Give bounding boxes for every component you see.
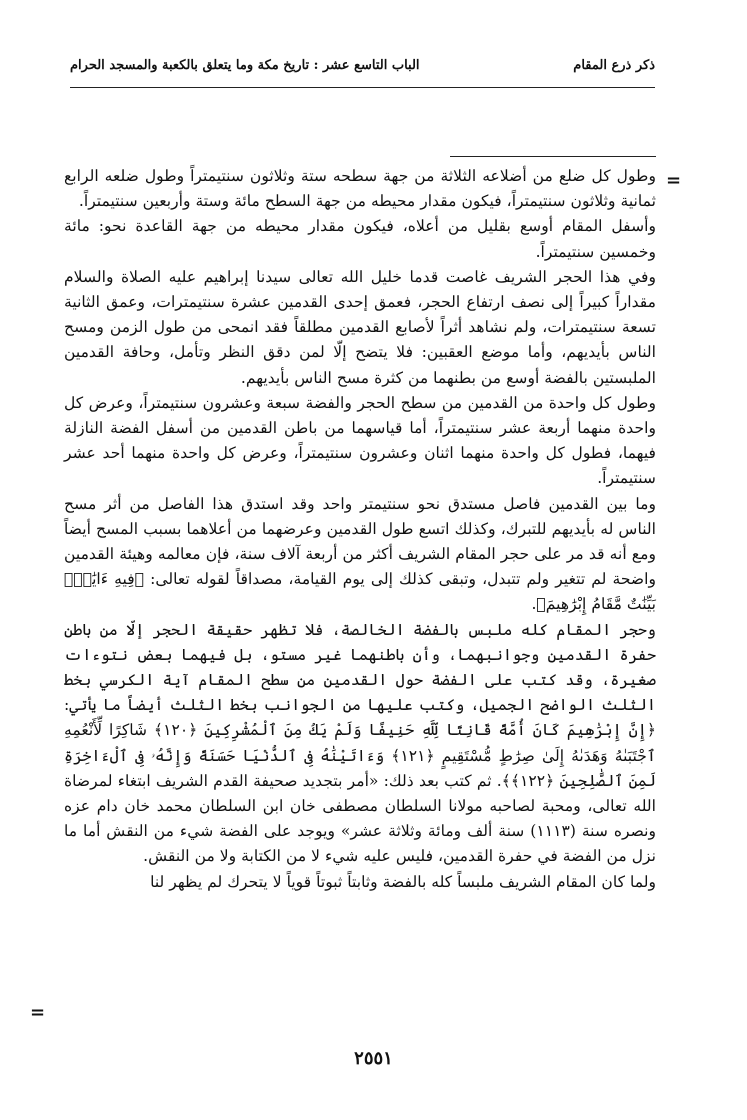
chapter-title: الباب التاسع عشر : تاريخ مكة وما يتعلق بالكعبة والمسجد الحرام: [70, 58, 420, 73]
paragraph: وفي هذا الحجر الشريف غاصت قدما خليل الله تعالى سيدنا إبراهيم عليه الصلاة والسلام مقداراً كبيراً إلى نصف ارتفاع الحجر، فعمق إحدى القدمين عشرة سنتيمترات، وعمق الثانية تسعة سنتيمترات، ولم نشاهد أثراً لأصابع القدمين مطلقاً فقد انمحى من طول الزمن ومسح الناس بأيديهم، وأما موضع العقبين: فلا يتضح إلّا لمن دقق النظر وتأمل، وحافة القدمين الملبستين بالفضة أوسع من بطنهما من كثرة مسح الناس بأيديهم.: [64, 267, 656, 387]
paragraph: وطول كل واحدة من القدمين من سطح الحجر والفضة سبعة وعشرون سنتيمتراً، وعرض كل واحدة منهما أربعة عشر سنتيمتراً، أما قياسهما من باطن القدمين من أسفل الفضة النازلة فيهما، فطول كل واحدة منهما اثنان وعشرون سنتيمتراً، وعرض كل واحدة منهما أحد عشر سنتيمتراً.: [64, 393, 656, 488]
footnote-continuation-rule: [450, 156, 656, 157]
header-rule: [70, 87, 655, 88]
continuation-mark-bottom: =: [30, 1002, 46, 1023]
paragraph: وما بين القدمين فاصل مستدق نحو سنتيمتر واحد وقد استدق هذا الفاصل من أثر مسح الناس له بأيديهم للتبرك، وكذلك اتسع طول القدمين وعرضهما من أعلاهما بسبب المسح أيضاً ومع أنه قد مر على حجر المقام الشريف أكثر من أربعة آلاف سنة، فإن معالمه وهيئة القدمين واضحة لم تتغير ولم تتبدل، وتبقى كذلك إلى يوم القيامة، مصداقاً لقوله تعالى: ﴿فِيهِ ءَايَٰتٌۢ بَيِّنَٰتٌ مَّقَامُ إِبْرَٰهِيمَ﴾.: [64, 494, 656, 614]
paragraph: وطول كل ضلع من أضلاعه الثلاثة من جهة سطحه ستة وثلاثون سنتيمتراً وطول ضلعه الرابع ثمانية وثلاثون سنتيمتراً، فيكون مقدار محيطه من جهة السطح مائة وستة وأربعين سنتيمتراً.: [64, 167, 656, 211]
page-number: ٢٥٥١: [354, 1048, 393, 1069]
paragraph: وحجر المقام كله ملبس بالفضة الخالصة، فلا تظهر حقيقة الحجر إلّا من باطن حفرة القدمين وجوانبهما، وأن باطنهما غير مستو، بل فيهما بعض نتوءات صغيرة، وقد كتب على الفضة حول القدمين من سطح المقام آية الكرسي بخط الثلث الواضح الجميل، وكتب عليها من الجوانب بخط الثلث أيضاً ما يأتي: ﴿إِنَّ إِبْرَٰهِيمَ كَانَ أُمَّةً قَانِتًا لِّلَّهِ حَنِيفًا وَلَمْ يَكُ مِنَ ٱلْمُشْرِكِينَ ﴿١٢٠﴾ شَاكِرًا لِّأَنْعُمِهِ ٱجْتَبَىٰهُ وَهَدَىٰهُ إِلَىٰ صِرَٰطٍ مُّسْتَقِيمٍ ﴿١٢١﴾ وَءَاتَيْنَٰهُ فِى ٱلدُّنْيَا حَسَنَةً وَإِنَّهُۥ فِى ٱلْءَاخِرَةِ لَمِنَ ٱلصَّٰلِحِينَ ﴿١٢٢﴾﴾. ثم كتب بعد ذلك: «أمر بتجديد صحيفة القدم الشريف ابتغاء لمرضاة الله تعالى، ومحبة لصاحبه مولانا السلطان مصطفى خان ابن السلطان محمد خان دام عزه ونصره سنة (١١١٣) سنة ألف ومائة وثلاثة عشر» ويوجد على الفضة شيء من النقش أما ما نزل من الفضة في حفرة القدمين، فليس عليه شيء لا من الكتابة ولا من النقش.: [64, 620, 656, 866]
running-header: [70, 58, 655, 80]
paragraph: ولما كان المقام الشريف ملبساً كله بالفضة وثابتاً ثبوتاً قوياً لا يتحرك لم يظهر لنا: [150, 872, 656, 891]
footnote-body: [64, 164, 656, 895]
continuation-mark-top: =: [666, 170, 682, 191]
section-title: ذكر ذرع المقام: [573, 58, 655, 73]
paragraph: وأسفل المقام أوسع بقليل من أعلاه، فيكون مقدار محيطه من جهة القاعدة نحو: مائة وخمسين سنتيمتراً.: [64, 217, 656, 261]
